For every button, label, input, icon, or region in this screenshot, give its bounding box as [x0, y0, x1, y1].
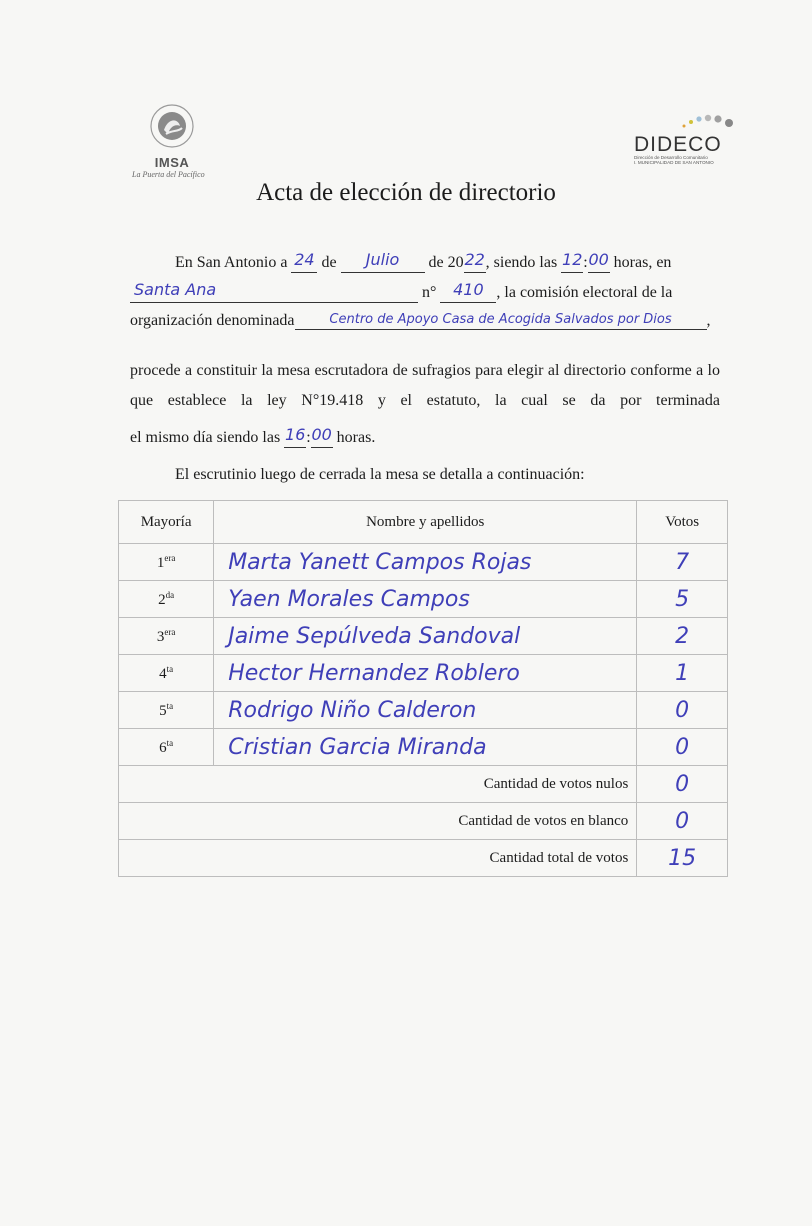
text-horas-en: horas, en [613, 254, 672, 271]
rank-suffix: ta [166, 700, 174, 711]
imsa-logo-name: IMSA [154, 155, 190, 170]
paragraph-mesa: procede a constituir la mesa escrutadora de sufragios para elegir al directorio conforme a lo que establece la ley N°19.418 y el estatuto, la cual se da por terminada [130, 362, 720, 409]
text-siendo: , siendo las [485, 254, 558, 271]
rank-cell [119, 655, 214, 692]
start-min-value: 00 [588, 250, 609, 269]
rank-cell [119, 618, 214, 655]
dideco-logo-subtitle-2: I. MUNICIPALIDAD DE SAN ANTONIO [634, 160, 714, 165]
text-organizacion: organización denominada [130, 312, 295, 329]
end-min-field [311, 427, 333, 448]
total-value: 15 [668, 845, 697, 871]
table-row [119, 692, 728, 729]
candidate-name: Cristian Garcia Miranda [228, 734, 487, 760]
year-field [464, 252, 486, 273]
rank-number: 6 [159, 739, 167, 756]
nulos-label: Cantidad de votos nulos [119, 766, 637, 803]
text-numero: n° [422, 284, 437, 301]
blanco-value: 0 [675, 808, 690, 834]
header-mayoria: Mayoría [119, 501, 214, 544]
year-value: 22 [464, 250, 485, 269]
rank-number: 3 [156, 628, 165, 645]
name-cell [214, 692, 637, 729]
table-row [119, 655, 728, 692]
imsa-logo [132, 104, 205, 179]
start-min-field [588, 252, 610, 273]
dideco-logo-name: DIDECO [634, 133, 722, 156]
start-hour-field [561, 252, 583, 273]
dideco-dots-icon [634, 110, 744, 130]
month-value: Julio [365, 250, 400, 269]
candidate-votes: 0 [675, 697, 690, 723]
rank-suffix: ta [166, 663, 174, 674]
number-value: 410 [453, 280, 484, 299]
rank-number: 5 [159, 702, 167, 719]
name-cell [214, 544, 637, 581]
month-field [341, 252, 425, 273]
street-value: Santa Ana [134, 280, 217, 299]
table-header-row [119, 501, 728, 544]
candidate-name: Marta Yanett Campos Rojas [228, 549, 532, 575]
text-de: de [321, 254, 337, 271]
rank-cell [119, 692, 214, 729]
votes-cell [637, 618, 728, 655]
form-line-end-time [130, 427, 375, 448]
day-value: 24 [294, 250, 315, 269]
text-horas: horas. [336, 429, 376, 446]
table-row [119, 618, 728, 655]
table-row [119, 729, 728, 766]
street-field [130, 282, 418, 303]
candidate-name: Rodrigo Niño Calderon [228, 697, 477, 723]
document-title: Acta de elección de directorio [256, 179, 556, 206]
candidate-votes: 2 [675, 623, 690, 649]
org-name-value: Centro de Apoyo Casa de Acogida Salvados por Dios [329, 312, 672, 327]
text-de-year: de 20 [428, 254, 464, 271]
end-min-value: 00 [311, 425, 332, 444]
votes-cell [637, 655, 728, 692]
nulos-value: 0 [675, 771, 690, 797]
candidate-votes: 5 [675, 586, 690, 612]
org-name-field [295, 313, 707, 330]
org-comma: , [706, 312, 711, 329]
table-row [119, 581, 728, 618]
votes-cell [637, 692, 728, 729]
nulos-cell [637, 766, 728, 803]
end-time-colon: : [306, 429, 311, 446]
day-field [291, 252, 317, 273]
total-cell [637, 840, 728, 877]
municipality-seal-icon [150, 104, 194, 148]
name-cell [214, 618, 637, 655]
rank-suffix: era [164, 552, 176, 563]
blanco-cell [637, 803, 728, 840]
rank-suffix: ta [166, 737, 174, 748]
start-time-colon: : [583, 254, 588, 271]
text-mismo-dia: el mismo día siendo las [130, 429, 281, 446]
rank-number: 2 [158, 591, 166, 608]
total-label: Cantidad total de votos [119, 840, 637, 877]
imsa-logo-tagline: La Puerta del Pacífico [132, 170, 205, 179]
form-line-2 [130, 282, 672, 303]
votes-cell [637, 729, 728, 766]
rank-number: 4 [159, 665, 167, 682]
number-field [440, 282, 496, 303]
rank-number: 1 [156, 554, 165, 571]
text-en-san-antonio: En San Antonio a [175, 254, 288, 271]
blanco-label: Cantidad de votos en blanco [119, 803, 637, 840]
candidate-votes: 1 [675, 660, 690, 686]
dideco-logo [634, 110, 744, 165]
form-line-1 [175, 252, 671, 273]
table-row [119, 544, 728, 581]
dideco-logo-subtitle-1: Dirección de Desarrollo Comunitario [634, 155, 708, 160]
candidate-name: Hector Hernandez Roblero [228, 660, 520, 686]
rank-suffix: da [165, 589, 175, 600]
votes-cell [637, 544, 728, 581]
form-line-3 [130, 312, 711, 330]
end-hour-field [284, 427, 306, 448]
results-table [118, 500, 728, 877]
name-cell [214, 655, 637, 692]
rank-cell [119, 581, 214, 618]
header-nombre: Nombre y apellidos [214, 501, 637, 544]
candidate-votes: 0 [675, 734, 690, 760]
table-row-blanco [119, 803, 728, 840]
name-cell [214, 729, 637, 766]
votes-cell [637, 581, 728, 618]
table-row-total [119, 840, 728, 877]
table-row-nulos [119, 766, 728, 803]
rank-cell [119, 729, 214, 766]
text-escrutinio: El escrutinio luego de cerrada la mesa se detalla a continuación: [175, 466, 585, 483]
rank-suffix: era [164, 626, 176, 637]
name-cell [214, 581, 637, 618]
text-comision: , la comisión electoral de la [496, 284, 673, 301]
header-votos: Votos [637, 501, 728, 544]
candidate-name: Jaime Sepúlveda Sandoval [228, 623, 521, 649]
rank-cell [119, 544, 214, 581]
start-hour-value: 12 [562, 250, 583, 269]
candidate-name: Yaen Morales Campos [228, 586, 470, 612]
candidate-votes: 7 [675, 549, 690, 575]
end-hour-value: 16 [285, 425, 306, 444]
